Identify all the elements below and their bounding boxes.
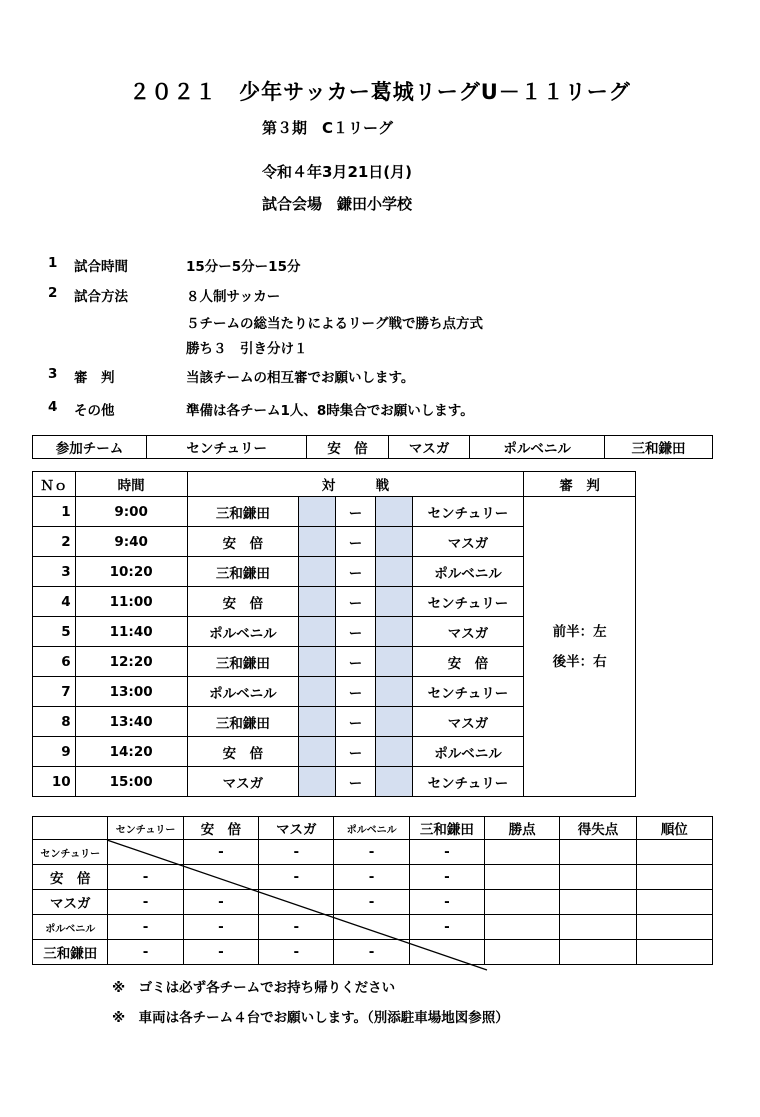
- result-cell: -: [183, 840, 258, 865]
- match-time: 15:00: [75, 767, 187, 797]
- team-name: 三和鎌田: [604, 436, 712, 459]
- match-home: 三和鎌田: [187, 497, 299, 527]
- match-home: 安 倍: [187, 737, 299, 767]
- match-no: 1: [33, 497, 76, 527]
- result-cell: -: [108, 940, 183, 965]
- team-name: ポルベニル: [470, 436, 605, 459]
- rule-text: 勝ち３ 引き分け１: [186, 341, 308, 357]
- match-home: 安 倍: [187, 587, 299, 617]
- standings-col-header: 順位: [636, 817, 712, 840]
- match-time: 11:00: [75, 587, 187, 617]
- result-cell: -: [108, 915, 183, 940]
- match-time: 13:00: [75, 677, 187, 707]
- match-dash: ー: [335, 677, 376, 707]
- match-dash: ー: [335, 557, 376, 587]
- match-dash: ー: [335, 527, 376, 557]
- match-home: 三和鎌田: [187, 647, 299, 677]
- result-cell: -: [259, 840, 334, 865]
- referee-line: 前半：左: [552, 623, 607, 640]
- result-cell: -: [183, 915, 258, 940]
- match-dash: ー: [335, 707, 376, 737]
- match-time: 13:40: [75, 707, 187, 737]
- match-home: マスガ: [187, 767, 299, 797]
- match-no: 10: [33, 767, 76, 797]
- match-time: 9:40: [75, 527, 187, 557]
- result-cell: -: [183, 890, 258, 915]
- match-home: 安 倍: [187, 527, 299, 557]
- col-match: 対 戦: [187, 472, 524, 497]
- match-no: 6: [33, 647, 76, 677]
- standings-col-header: マスガ: [259, 817, 334, 840]
- rule-label: 審 判: [74, 370, 115, 386]
- event-venue: 試合会場 鎌田小学校: [262, 195, 413, 213]
- rule-text: 当該チームの相互審でお願いします。: [186, 370, 415, 386]
- referee-line: 後半：右: [552, 653, 607, 670]
- match-away: マスガ: [412, 617, 524, 647]
- result-cell: -: [259, 940, 334, 965]
- match-dash: ー: [335, 647, 376, 677]
- match-away: 安 倍: [412, 647, 524, 677]
- result-cell: -: [108, 865, 183, 890]
- team-name: 安 倍: [307, 436, 389, 459]
- result-cell: -: [334, 840, 409, 865]
- standings-col-header: 三和鎌田: [409, 817, 484, 840]
- match-no: 3: [33, 557, 76, 587]
- result-cell: -: [409, 915, 484, 940]
- subtitle: 第３期 C１リーグ: [262, 119, 394, 137]
- result-cell: -: [334, 865, 409, 890]
- result-cell: -: [183, 940, 258, 965]
- match-no: 9: [33, 737, 76, 767]
- result-cell: -: [108, 890, 183, 915]
- rule-num: 4: [48, 399, 58, 415]
- rule-num: 2: [48, 285, 58, 301]
- standings-row-header: マスガ: [33, 890, 108, 915]
- standings-col-header: 安 倍: [183, 817, 258, 840]
- match-home: 三和鎌田: [187, 707, 299, 737]
- match-dash: ー: [335, 587, 376, 617]
- rule-label: 試合方法: [74, 289, 128, 305]
- match-away: センチュリー: [412, 677, 524, 707]
- result-cell: -: [259, 915, 334, 940]
- diagonal-line: [107, 840, 487, 970]
- event-date: 令和４年3月21日(月): [262, 163, 413, 181]
- team-name: マスガ: [388, 436, 470, 459]
- standings-row-header: 安 倍: [33, 865, 108, 890]
- match-dash: ー: [335, 497, 376, 527]
- col-time: 時間: [75, 472, 187, 497]
- match-away: センチュリー: [412, 587, 524, 617]
- match-away: マスガ: [412, 707, 524, 737]
- match-away: センチュリー: [412, 767, 524, 797]
- standings-row-header: 三和鎌田: [33, 940, 108, 965]
- standings-col-header: 勝点: [485, 817, 560, 840]
- rule-text: 15分ー5分ー15分: [186, 259, 301, 275]
- rule-num: 3: [48, 366, 58, 382]
- match-home: ポルベニル: [187, 677, 299, 707]
- match-no: 2: [33, 527, 76, 557]
- match-away: センチュリー: [412, 497, 524, 527]
- col-ref: 審 判: [524, 472, 636, 497]
- match-dash: ー: [335, 617, 376, 647]
- result-cell: -: [409, 840, 484, 865]
- standings-col-header: 得失点: [560, 817, 636, 840]
- match-no: 8: [33, 707, 76, 737]
- match-dash: ー: [335, 767, 376, 797]
- teams-label: 参加チーム: [33, 436, 147, 459]
- result-cell: -: [334, 940, 409, 965]
- match-no: 7: [33, 677, 76, 707]
- match-time: 10:20: [75, 557, 187, 587]
- rule-text: ５チームの総当たりによるリーグ戦で勝ち点方式: [186, 316, 483, 332]
- note: ※ ゴミは必ず各チームでお持ち帰りください: [112, 980, 396, 996]
- match-time: 14:20: [75, 737, 187, 767]
- match-no: 5: [33, 617, 76, 647]
- match-time: 9:00: [75, 497, 187, 527]
- standings-col-header: センチュリー: [108, 817, 183, 840]
- rule-text: 準備は各チーム1人、8時集合でお願いします。: [186, 403, 474, 419]
- match-no: 4: [33, 587, 76, 617]
- match-home: ポルベニル: [187, 617, 299, 647]
- rule-text: ８人制サッカー: [186, 289, 281, 305]
- match-away: ポルベニル: [412, 737, 524, 767]
- standings-row-header: センチュリー: [33, 840, 108, 865]
- match-time: 12:20: [75, 647, 187, 677]
- match-time: 11:40: [75, 617, 187, 647]
- match-dash: ー: [335, 737, 376, 767]
- match-away: マスガ: [412, 527, 524, 557]
- result-cell: -: [259, 865, 334, 890]
- standings-row-header: ポルベニル: [33, 915, 108, 940]
- standings-col-header: ポルベニル: [334, 817, 409, 840]
- note: ※ 車両は各チーム４台でお願いします。（別添駐車場地図参照）: [112, 1010, 509, 1026]
- team-name: センチュリー: [147, 436, 307, 459]
- result-cell: -: [334, 890, 409, 915]
- rule-label: 試合時間: [74, 259, 128, 275]
- result-cell: -: [409, 890, 484, 915]
- result-cell: -: [409, 865, 484, 890]
- match-away: ポルベニル: [412, 557, 524, 587]
- page-title: ２０２１ 少年サッカー葛城リーグU－１１リーグ: [129, 80, 631, 104]
- match-home: 三和鎌田: [187, 557, 299, 587]
- rule-label: その他: [74, 403, 115, 419]
- rule-num: 1: [48, 255, 58, 271]
- col-no: Ｎｏ: [33, 472, 76, 497]
